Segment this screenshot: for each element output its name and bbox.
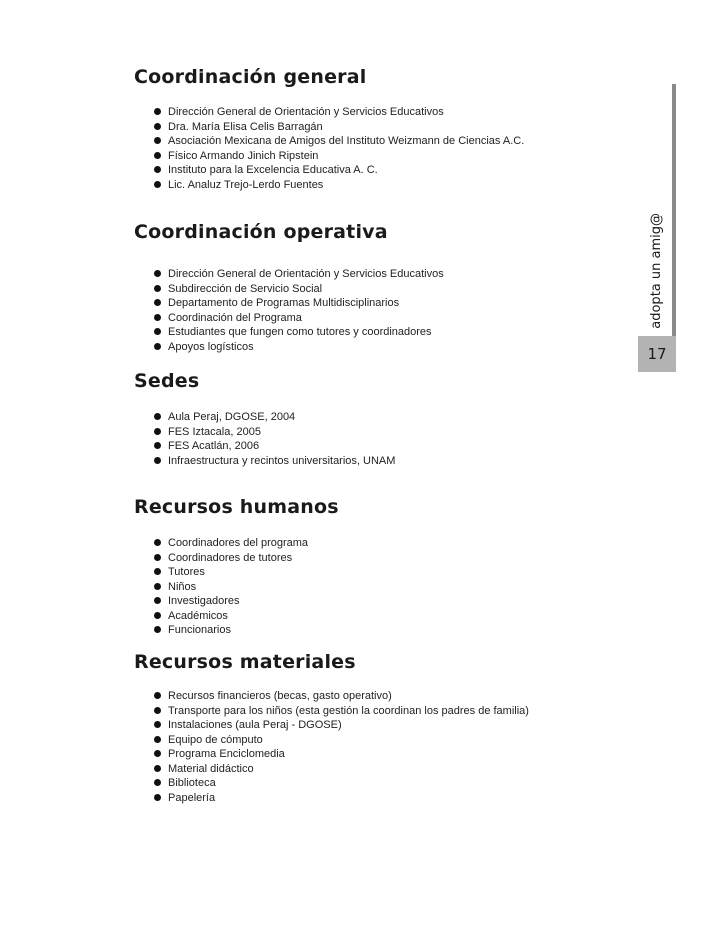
bullet-icon	[154, 428, 161, 435]
recursos-humanos-list	[154, 536, 308, 638]
bullet-icon	[154, 413, 161, 420]
list-item: Aula Peraj, DGOSE, 2004	[154, 410, 395, 425]
bullet-icon	[154, 166, 161, 173]
list-item: Asociación Mexicana de Amigos del Instituto Weizmann de Ciencias A.C.	[154, 134, 524, 149]
bullet-icon	[154, 152, 161, 159]
bullet-icon	[154, 457, 161, 464]
list-item: FES Iztacala, 2005	[154, 425, 395, 440]
list-item: Lic. Analuz Trejo-Lerdo Fuentes	[154, 178, 524, 193]
bullet-icon	[154, 750, 161, 757]
bullet-icon	[154, 692, 161, 699]
list-item: Instalaciones (aula Peraj - DGOSE)	[154, 718, 529, 733]
bullet-icon	[154, 539, 161, 546]
list-item: Niños	[154, 580, 308, 595]
list-item: Subdirección de Servicio Social	[154, 282, 444, 297]
bullet-icon	[154, 554, 161, 561]
bullet-icon	[154, 779, 161, 786]
bullet-icon	[154, 108, 161, 115]
list-item: Dirección General de Orientación y Servicios Educativos	[154, 267, 444, 282]
list-item: Estudiantes que fungen como tutores y coordinadores	[154, 325, 444, 340]
recursos-materiales-list	[154, 689, 529, 805]
list-item: Equipo de cómputo	[154, 733, 529, 748]
bullet-icon	[154, 299, 161, 306]
list-item: Departamento de Programas Multidisciplinarios	[154, 296, 444, 311]
page-number: 17	[638, 336, 676, 372]
list-item: Dirección General de Orientación y Servicios Educativos	[154, 105, 524, 120]
section-title-coordinacion-operativa: Coordinación operativa	[134, 221, 388, 243]
bullet-icon	[154, 270, 161, 277]
bullet-icon	[154, 123, 161, 130]
bullet-icon	[154, 442, 161, 449]
bullet-icon	[154, 137, 161, 144]
list-item: Material didáctico	[154, 762, 529, 777]
bullet-icon	[154, 285, 161, 292]
section-title-recursos-humanos: Recursos humanos	[134, 496, 339, 518]
list-item: Papelería	[154, 791, 529, 806]
bullet-icon	[154, 568, 161, 575]
bullet-icon	[154, 343, 161, 350]
side-tab	[640, 213, 672, 329]
list-item: Coordinación del Programa	[154, 311, 444, 326]
list-item: Funcionarios	[154, 623, 308, 638]
sedes-list	[154, 410, 395, 468]
list-item: Infraestructura y recintos universitarios, UNAM	[154, 454, 395, 469]
bullet-icon	[154, 597, 161, 604]
side-tab-rule	[672, 84, 676, 336]
bullet-icon	[154, 612, 161, 619]
section-title-coordinacion-general: Coordinación general	[134, 66, 367, 88]
list-item: Investigadores	[154, 594, 308, 609]
list-item: Recursos financieros (becas, gasto operativo)	[154, 689, 529, 704]
side-tab-label: adopta un amig@	[648, 213, 664, 329]
list-item: Apoyos logísticos	[154, 340, 444, 355]
list-item: Académicos	[154, 609, 308, 624]
list-item: Dra. María Elisa Celis Barragán	[154, 120, 524, 135]
list-item: Transporte para los niños (esta gestión la coordinan los padres de familia)	[154, 704, 529, 719]
bullet-icon	[154, 626, 161, 633]
list-item: Tutores	[154, 565, 308, 580]
list-item: Instituto para la Excelencia Educativa A. C.	[154, 163, 524, 178]
list-item: FES Acatlán, 2006	[154, 439, 395, 454]
list-item: Coordinadores de tutores	[154, 551, 308, 566]
list-item: Físico Armando Jinich Ripstein	[154, 149, 524, 164]
bullet-icon	[154, 765, 161, 772]
bullet-icon	[154, 721, 161, 728]
coordinacion-general-list	[154, 105, 524, 192]
list-item: Programa Enciclomedia	[154, 747, 529, 762]
bullet-icon	[154, 707, 161, 714]
bullet-icon	[154, 794, 161, 801]
section-title-recursos-materiales: Recursos materiales	[134, 651, 356, 673]
list-item: Coordinadores del programa	[154, 536, 308, 551]
bullet-icon	[154, 328, 161, 335]
section-title-sedes: Sedes	[134, 370, 200, 392]
bullet-icon	[154, 314, 161, 321]
list-item: Biblioteca	[154, 776, 529, 791]
bullet-icon	[154, 583, 161, 590]
bullet-icon	[154, 736, 161, 743]
bullet-icon	[154, 181, 161, 188]
coordinacion-operativa-list	[154, 267, 444, 354]
